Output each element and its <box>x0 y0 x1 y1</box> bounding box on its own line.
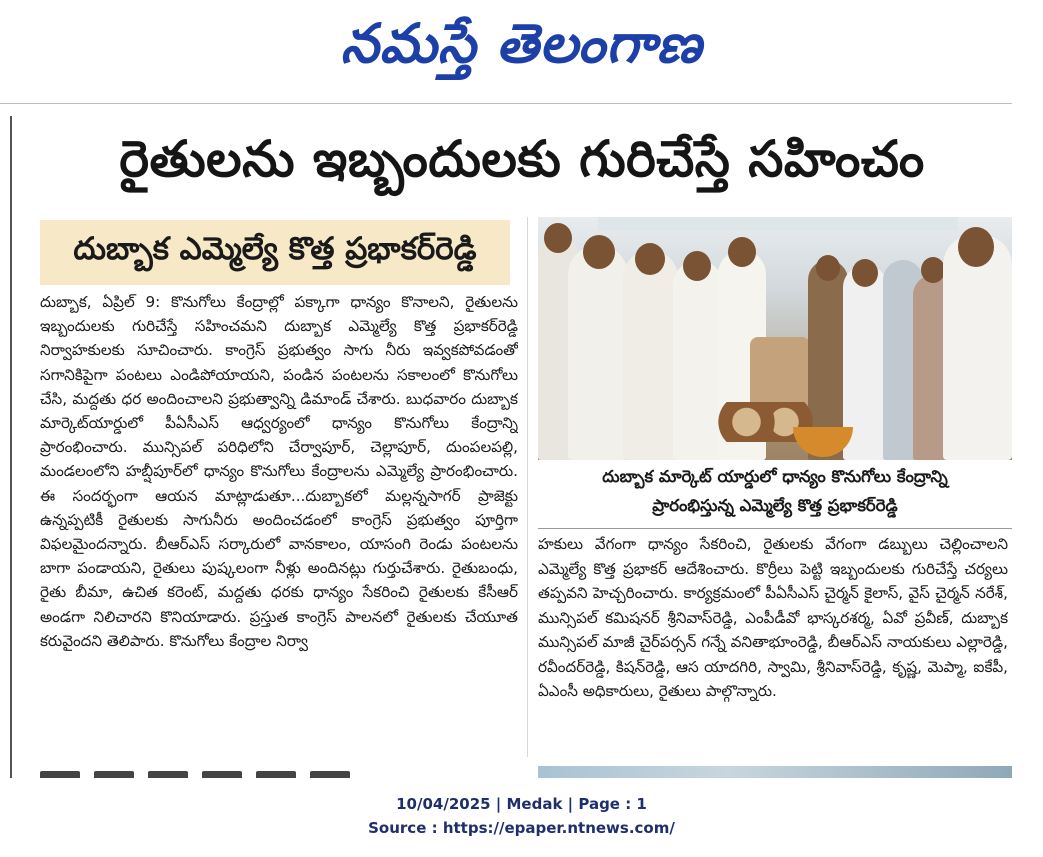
photo-person-head <box>683 251 711 281</box>
next-article-peek <box>40 766 518 778</box>
photo-caption-line: ప్రారంభిస్తున్న ఎమ్మెల్యే కొత్త ప్రభాకర్‌రెడ్డి <box>652 496 898 515</box>
photo-person-head <box>958 227 994 267</box>
masthead-logo: నమస్తే తెలంగాణ <box>340 11 703 75</box>
photo-person <box>623 250 678 460</box>
next-photo-peek <box>538 766 1012 778</box>
photo-person <box>568 245 628 460</box>
photo-person-head <box>635 243 665 275</box>
photo-person <box>673 260 723 460</box>
article-headline: రైతులను ఇబ్బందులకు గురిచేస్తే సహించం <box>119 130 925 188</box>
caption-divider <box>538 528 1012 529</box>
photo-person-head <box>728 237 756 267</box>
photo-person-head <box>816 255 840 281</box>
article-subhead-box <box>40 220 510 285</box>
photo-person-head <box>583 235 615 269</box>
article-photo <box>538 217 1012 460</box>
masthead <box>0 0 1043 100</box>
footer-source-link[interactable]: Source : https://epaper.ntnews.com/ <box>368 819 675 837</box>
photo-person-head <box>921 257 945 283</box>
column-divider <box>527 217 528 757</box>
photo-banner <box>598 217 958 231</box>
article-body-left-column: దుబ్బాక, ఏప్రిల్ 9: కొనుగోలు కేంద్రాల్లో పక్కాగా ధాన్యం కొనాలని, రైతులను ఇబ్బందులకు గురిచేస్తే సహించమని దుబ్బాక ఎమ్మెల్యే కొత్త ప్రభాకర్‌రెడ్డి నిర్వాహకులకు సూచించారు. కాంగ్రెస్ ప్రభుత్వం సాగు నీరు ఇవ్వకపోవడంతో సగానికిపైగా పంటలు ఎండిపోయాయని, పండిన పంటలను సకాలంలో కొనుగోలు చేసి, మద్దతు ధర అందించాలని ప్రభుత్వాన్ని డిమాండ్ చేశారు. బుధవారం దుబ్బాక మార్కెట్‌యార్డులో పీఏసీఎస్ ఆధ్వర్యంలో ధాన్యం కొనుగోలు కేంద్రాన్ని ప్రారంభించారు. మున్సిపల్ పరిధిలోని చేర్వాపూర్, చెల్లాపూర్, దుంపలపల్లి, మండలంలోని హబ్షీపూర్‌లో ధాన్యం కొనుగోలు కేంద్రాలను ఎమ్మెల్యే ప్రారంభించారు. ఈ సందర్భంగా ఆయన మాట్లాడుతూ...దుబ్బాకలో మల్లన్నసాగర్ ప్రాజెక్టు ఉన్నప్పటికీ రైతులకు సాగునీరు అందించడంలో కాంగ్రెస్ ప్రభుత్వం పూర్తిగా విఫలమైందన్నారు. బీఆర్‌ఎస్ సర్కారులో వానకాలం, యాసంగి రెండు పంటలను బాగా పండాయని, రైతులు పుష్కలంగా నీళ్లు అందినట్లు గుర్తుచేశారు. రైతుబంధు, రైతు బీమా, ఉచిత కరెంట్, మద్దతు ధరకు ధాన్యం సేకరించి రైతులకు కేసీఆర్ అండగా నిలిచారని కొనియాడారు. ప్రస్తుత కాంగ్రెస్ పాలనలో రైతులకు చేయూత కరువైందని తెలిపారు. కొనుగోలు కేంద్రాల నిర్వా <box>40 293 518 650</box>
article-body-right-column: హకులు వేగంగా ధాన్యం సేకరించి, రైతులకు వేగంగా డబ్బులు చెల్లించాలని ఎమ్మెల్యే కొత్త ప్రభాకర్ ఆదేశించారు. కొర్రీలు పెట్టి ఇబ్బందులకు గురిచేస్తే చర్యలు తప్పవని హెచ్చరించారు. కార్యక్రమంలో పీఏసీఎస్ చైర్మన్ కైలాస్, వైస్ చైర్మన్ నరేశ్, మున్సిపల్ కమిషనర్ శ్రీనివాస్‌రెడ్డి, ఎంపీడీవో భాస్కరశర్మ, ఏవో ప్రవీణ్, దుబ్బాక మున్సిపల్ మాజీ చైర్‌పర్సన్ గన్నే వనితాభూంరెడ్డి, బీఆర్‌ఎస్ నాయకులు ఎల్లారెడ్డి, రవీందర్‌రెడ్డి, కిషన్‌రెడ్డి, ఆస యాదగిరి, స్వామి, శ్రీనివాస్‌రెడ్డి, కృష్ణ, మెప్మా, ఐకేపీ, ఏఎంసీ అధికారులు, రైతులు పాల్గొన్నారు. <box>538 535 1008 700</box>
footer-dateline: 10/04/2025 | Medak | Page : 1 <box>396 795 647 813</box>
masthead-divider <box>0 103 1012 104</box>
page-footer <box>0 792 1043 840</box>
photo-caption-line: దుబ్బాక మార్కెట్ యార్డులో ధాన్యం కొనుగోలు కేంద్రాన్ని <box>602 467 948 486</box>
article-subhead: దుబ్బాక ఎమ్మెల్యే కొత్త ప్రభాకర్‌రెడ్డి <box>73 231 477 267</box>
photo-person-head <box>852 259 878 287</box>
photo-person <box>943 235 1012 460</box>
photo-person-head <box>544 223 572 253</box>
photo-caption <box>538 462 1012 524</box>
